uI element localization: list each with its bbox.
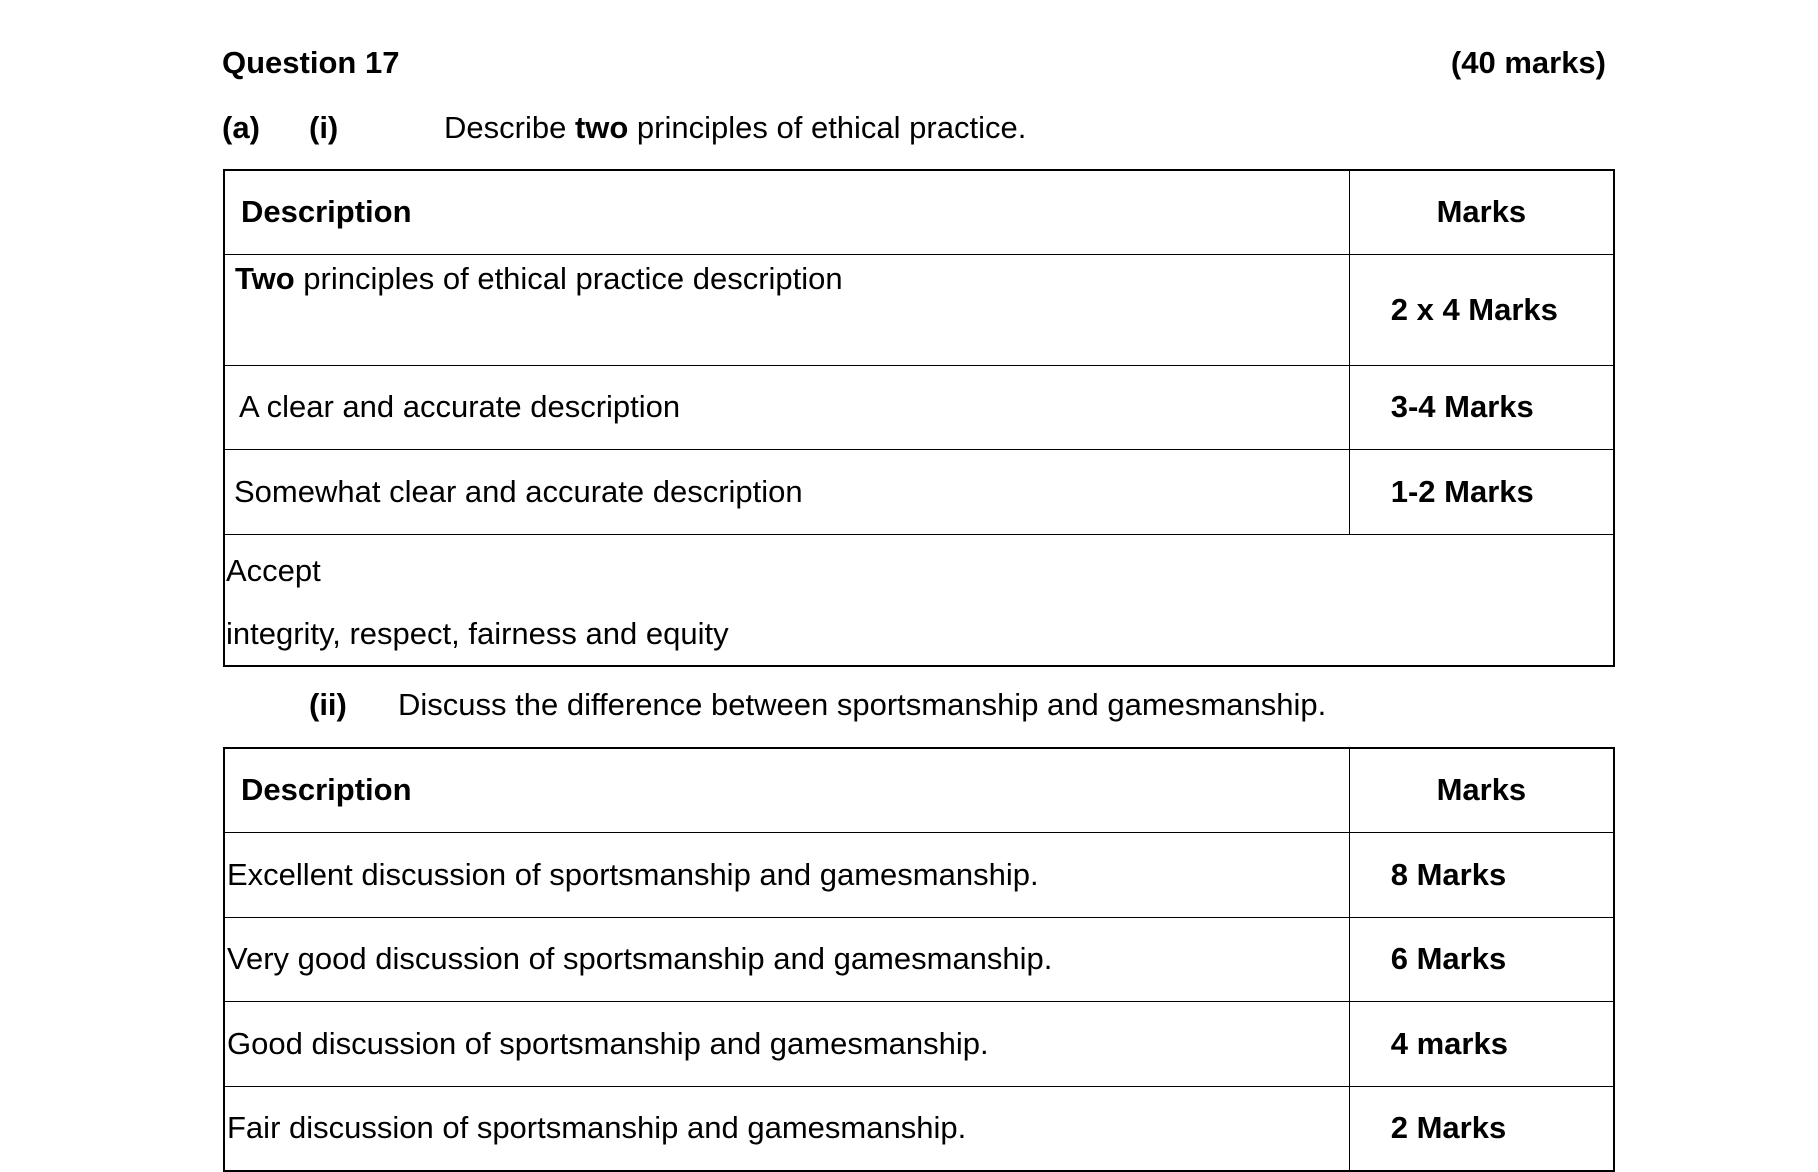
accept-label: Accept	[226, 552, 321, 588]
part-i-prompt-bold: two	[574, 110, 629, 145]
row-marks: 1-2 Marks	[1349, 449, 1614, 534]
row-marks: 3-4 Marks	[1349, 365, 1614, 449]
part-i-prompt-pre: Describe	[444, 110, 575, 145]
row-description-bold: Two	[235, 260, 295, 296]
description-header: Description	[224, 170, 1349, 254]
row-description: Excellent discussion of sportsmanship and gamesmanship.	[224, 832, 1349, 917]
row-marks: 6 Marks	[1349, 917, 1614, 1001]
row-description-text: principles of ethical practice description	[294, 260, 843, 296]
row-description: A clear and accurate description	[224, 365, 1349, 449]
table-row	[224, 917, 1614, 1001]
row-marks: 4 marks	[1349, 1001, 1614, 1086]
row-marks: 2 Marks	[1349, 1086, 1614, 1171]
row-marks: 2 x 4 Marks	[1349, 254, 1614, 365]
marking-table-1	[223, 169, 1615, 667]
marks-header: Marks	[1349, 748, 1614, 832]
description-header: Description	[224, 748, 1349, 832]
accept-row	[224, 534, 1614, 666]
part-ii-prompt: Discuss the difference between sportsmanship and gamesmanship.	[398, 687, 1327, 722]
part-i-label: (i)	[309, 110, 339, 145]
part-i-prompt-post: principles of ethical practice.	[628, 110, 1027, 145]
row-marks: 8 Marks	[1349, 832, 1614, 917]
row-description: Very good discussion of sportsmanship and gamesmanship.	[224, 917, 1349, 1001]
question-title: Question 17	[222, 45, 400, 80]
table-row	[224, 254, 1614, 365]
row-description: Somewhat clear and accurate description	[224, 449, 1349, 534]
table-row	[224, 449, 1614, 534]
part-i-prompt	[444, 110, 1026, 146]
accept-cell	[224, 534, 1614, 666]
row-description	[224, 254, 1349, 365]
table-row	[224, 365, 1614, 449]
part-ii-label: (ii)	[309, 687, 347, 722]
accept-text: integrity, respect, fairness and equity	[226, 615, 729, 651]
table-row	[224, 1001, 1614, 1086]
table-row	[224, 832, 1614, 917]
question-total-marks: (40 marks)	[1450, 45, 1606, 80]
marks-header: Marks	[1349, 170, 1614, 254]
row-description: Fair discussion of sportsmanship and gamesmanship.	[224, 1086, 1349, 1171]
table-header-row	[224, 170, 1614, 254]
table-row	[224, 1086, 1614, 1171]
row-description: Good discussion of sportsmanship and gamesmanship.	[224, 1001, 1349, 1086]
table-header-row	[224, 748, 1614, 832]
marking-table-2	[223, 747, 1615, 1172]
part-a-label: (a)	[222, 110, 260, 145]
